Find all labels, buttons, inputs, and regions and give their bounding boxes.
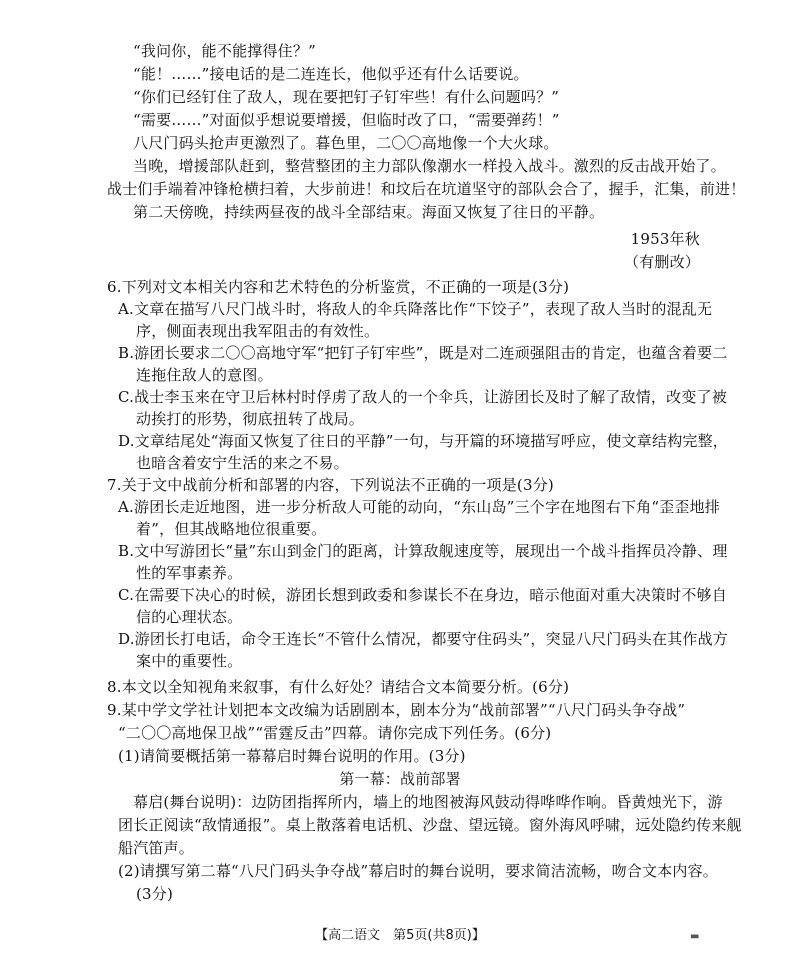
q7-option-c: C.在需要下决心的时候，游团长想到政委和参谋长不在身边，暗示他面对重大决策时不够自 <box>118 586 727 604</box>
question-7-stem: 7.关于文中战前分析和部署的内容，下列说法不正确的一项是(3分) <box>107 476 554 494</box>
question-6-stem: 6.下列对文本相关内容和艺术特色的分析鉴赏，不正确的一项是(3分) <box>107 278 570 296</box>
question-9-sub1: (1)请简要概括第一幕幕启时舞台说明的作用。(3分) <box>118 747 466 765</box>
q6-option-a-cont: 序，侧面表现出我军阻击的有效性。 <box>136 322 380 340</box>
story-note: （有删改） <box>623 253 700 271</box>
scene-line: 幕启(舞台说明)：边防团指挥所内，墙上的地图被海风鼓动得哗哗作响。昏黄烛光下，游 <box>133 793 723 811</box>
scan-mark: ▬ <box>690 931 700 942</box>
question-9-stem: 9.某中学文学社计划把本文改编为话剧剧本，剧本分为“战前部署”“八尺门码头争夺战” <box>107 701 686 719</box>
q7-option-c-cont: 信的心理状态。 <box>136 608 243 626</box>
question-9-stem-cont: “二〇〇高地保卫战”“雷霆反击”四幕。请你完成下列任务。(6分) <box>118 724 552 742</box>
story-line: 第二天傍晚，持续两昼夜的战斗全部结束。海面又恢复了往日的平静。 <box>133 203 605 221</box>
page-footer: 【高二语文 第5页(共8页)】 <box>315 928 485 943</box>
q7-option-d-cont: 案中的重要性。 <box>136 652 243 670</box>
question-9-sub2: (2)请撰写第二幕“八尺门码头争夺战”幕启时的舞台说明，要求简洁流畅，吻合文本内容。 <box>118 862 718 880</box>
q6-option-c: C.战士李玉来在守卫后林村时俘虏了敌人的一个伞兵，让游团长及时了解了敌情，改变了被 <box>118 388 727 406</box>
story-date: 1953年秋 <box>630 230 700 248</box>
q6-option-c-cont: 动挨打的形势，彻底扭转了战局。 <box>136 410 365 428</box>
q6-option-d: D.文章结尾处“海面又恢复了往日的平静”一句，与开篇的环境描写呼应，使文章结构完整， <box>118 432 729 450</box>
q6-option-b-cont: 连拖住敌人的意图。 <box>136 366 273 384</box>
q7-option-d: D.游团长打电话，命令王连长“不管什么情况，都要守住码头”，突显八尺门码头在其作战方 <box>118 630 729 648</box>
scene-line: 船汽笛声。 <box>118 839 195 857</box>
story-line: 战士们手端着冲锋枪横扫着，大步前进！和坟后在坑道坚守的部队会合了，握手，汇集，前进！ <box>107 180 746 198</box>
q6-option-b: B.游团长要求二〇〇高地守军“把钉子钉牢些”，既是对二连顽强阻击的肯定，也蕴含着要二 <box>118 344 728 362</box>
q7-option-a: A.游团长走近地图，进一步分析敌人可能的动向，“东山岛”三个字在地图右下角“歪歪地排 <box>118 498 721 516</box>
story-line: “你们已经钉住了敌人，现在要把钉子钉牢些！有什么问题吗？” <box>133 88 560 106</box>
q7-option-b-cont: 性的军事素养。 <box>136 564 243 582</box>
scene-line: 团长正阅读“敌情通报”。桌上散落着电话机、沙盘、望远镜。窗外海风呼啸，远处隐约传来舰 <box>118 816 742 834</box>
question-8: 8.本文以全知视角来叙事，有什么好处？请结合文本简要分析。(6分) <box>107 678 570 696</box>
q6-option-d-cont: 也暗含着安宁生活的来之不易。 <box>136 454 349 472</box>
story-line: “我问你，能不能撑得住？” <box>133 42 316 60</box>
q7-option-a-cont: 着”，但其战略地位很重要。 <box>136 520 327 538</box>
q7-option-b: B.文中写游团长“量”东山到金门的距离，计算敌舰速度等，展现出一个战斗指挥员冷静、理 <box>118 542 728 560</box>
story-line: “能！……”接电话的是二连连长，他似乎还有什么话要说。 <box>133 65 529 83</box>
story-line: 八尺门码头抢声更激烈了。暮色里，二〇〇高地像一个大火球。 <box>133 134 559 152</box>
question-9-sub2-cont: (3分) <box>136 885 174 903</box>
q6-option-a: A.文章在描写八尺门战斗时，将敌人的伞兵降落比作“下饺子”，表现了敌人当时的混乱无 <box>118 300 713 318</box>
story-line: 当晚，增援部队赶到，整营整团的主力部队像潮水一样投入战斗。激烈的反击战开始了。 <box>133 157 726 175</box>
story-line: “需要……”对面似乎想说要增援，但临时改了口，“需要弹药！” <box>133 111 560 129</box>
scene-title: 第一幕：战前部署 <box>339 770 461 788</box>
